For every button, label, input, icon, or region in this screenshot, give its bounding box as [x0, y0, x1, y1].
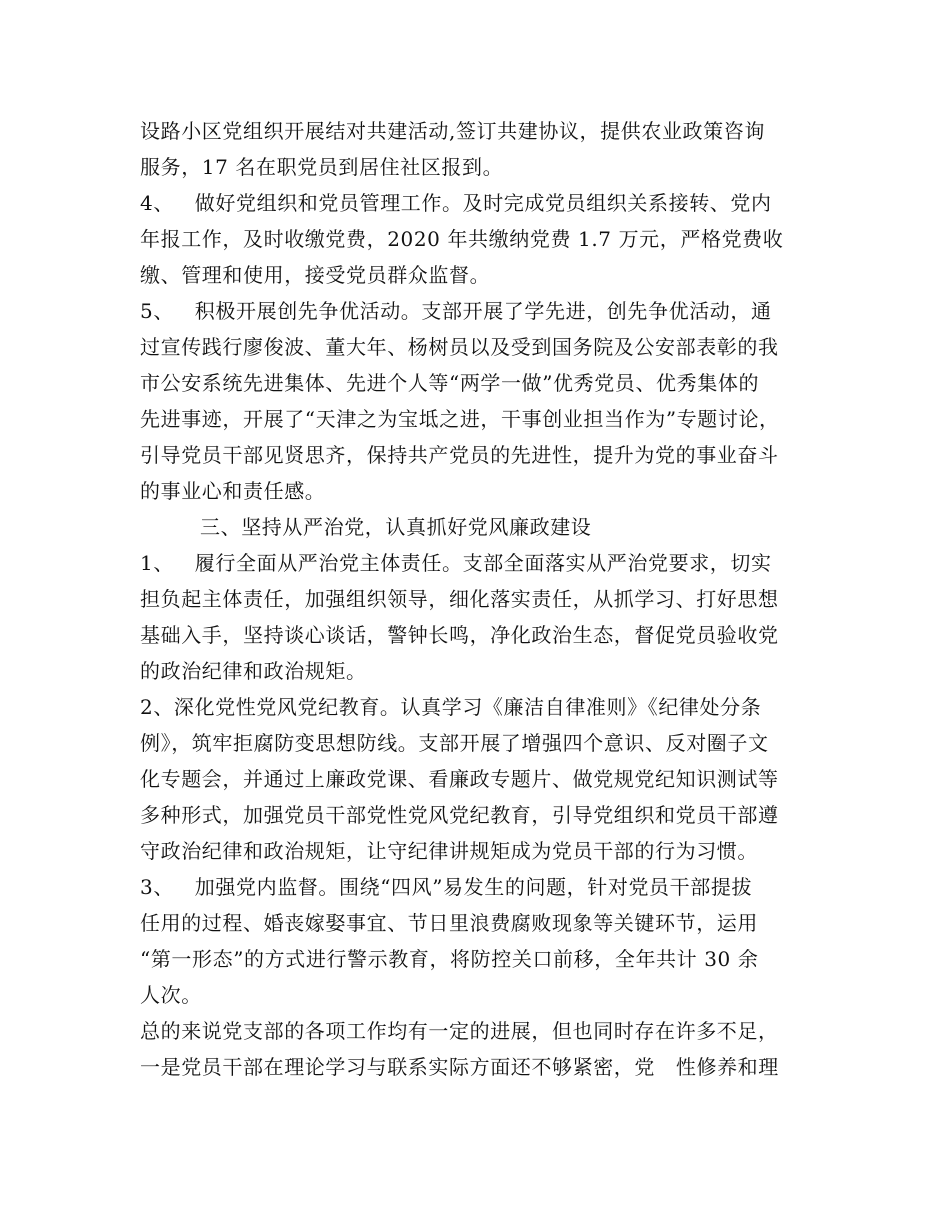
text-line: 过宣传践行廖俊波、董大年、杨树员以及受到国务院及公安部表彰的我 [140, 335, 779, 359]
text-line: 任用的过程、婚丧嫁娶事宜、节日里浪费腐败现象等关键环节，运用 [140, 911, 758, 935]
text-line: 人次。 [140, 983, 202, 1007]
text-line: 守政治纪律和政治规矩，让守纪律讲规矩成为党员干部的行为习惯。 [140, 839, 758, 863]
text-line: 担负起主体责任，加强组织领导，细化落实责任，从抓学习、打好思想 [140, 587, 779, 611]
text-line: 的事业心和责任感。 [140, 479, 326, 503]
text-line: 年报工作，及时收缴党费，2020 年共缴纳党费 1.7 万元，严格党费收 [140, 227, 784, 251]
text-line: 多种形式，加强党员干部党性党风党纪教育，引导党组织和党员干部遵 [140, 803, 779, 827]
text-line: 5、 积极开展创先争优活动。支部开展了学先进，创先争优活动，通 [140, 299, 772, 323]
text-line: 服务，17 名在职党员到居住社区报到。 [140, 155, 504, 179]
text-line: 例》，筑牢拒腐防变思想防线。支部开展了增强四个意识、反对圈子文 [140, 731, 769, 755]
text-line: 基础入手，坚持谈心谈话，警钟长鸣，净化政治生态，督促党员验收党 [140, 623, 779, 647]
text-line: 总的来说党支部的各项工作均有一定的进展，但也同时存在许多不足， [140, 1019, 779, 1043]
text-line: “第一形态”的方式进行警示教育，将防控关口前移，全年共计 30 余 [140, 947, 759, 971]
text-line: 一是党员干部在理论学习与联系实际方面还不够紧密，党 性修养和理 [140, 1055, 779, 1079]
text-line: 市公安系统先进集体、先进个人等“两学一做”优秀党员、优秀集体的 [140, 371, 760, 395]
text-line: 缴、管理和使用，接受党员群众监督。 [140, 263, 491, 287]
text-line: 化专题会，并通过上廉政党课、看廉政专题片、做党规党纪知识测试等 [140, 767, 779, 791]
text-line: 3、 加强党内监督。围绕“四风”易发生的问题，针对党员干部提拔 [140, 875, 753, 899]
text-line: 先进事迹，开展了“天津之为宝坻之进，干事创业担当作为”专题讨论， [140, 407, 780, 431]
text-line: 4、 做好党组织和党员管理工作。及时完成党员组织关系接转、党内 [140, 191, 772, 215]
text-line: 引导党员干部见贤思齐，保持共产党员的先进性，提升为党的事业奋斗 [140, 443, 779, 467]
section-heading: 三、坚持从严治党，认真抓好党风廉政建设 [200, 515, 592, 539]
text-line: 1、 履行全面从严治党主体责任。支部全面落实从严治党要求，切实 [140, 551, 772, 575]
text-line: 的政治纪律和政治规矩。 [140, 659, 367, 683]
text-line: 设路小区党组织开展结对共建活动,签订共建协议，提供农业政策咨询 [140, 119, 765, 143]
text-line: 2、深化党性党风党纪教育。认真学习《廉洁自律准则》《纪律处分条 [140, 695, 762, 719]
